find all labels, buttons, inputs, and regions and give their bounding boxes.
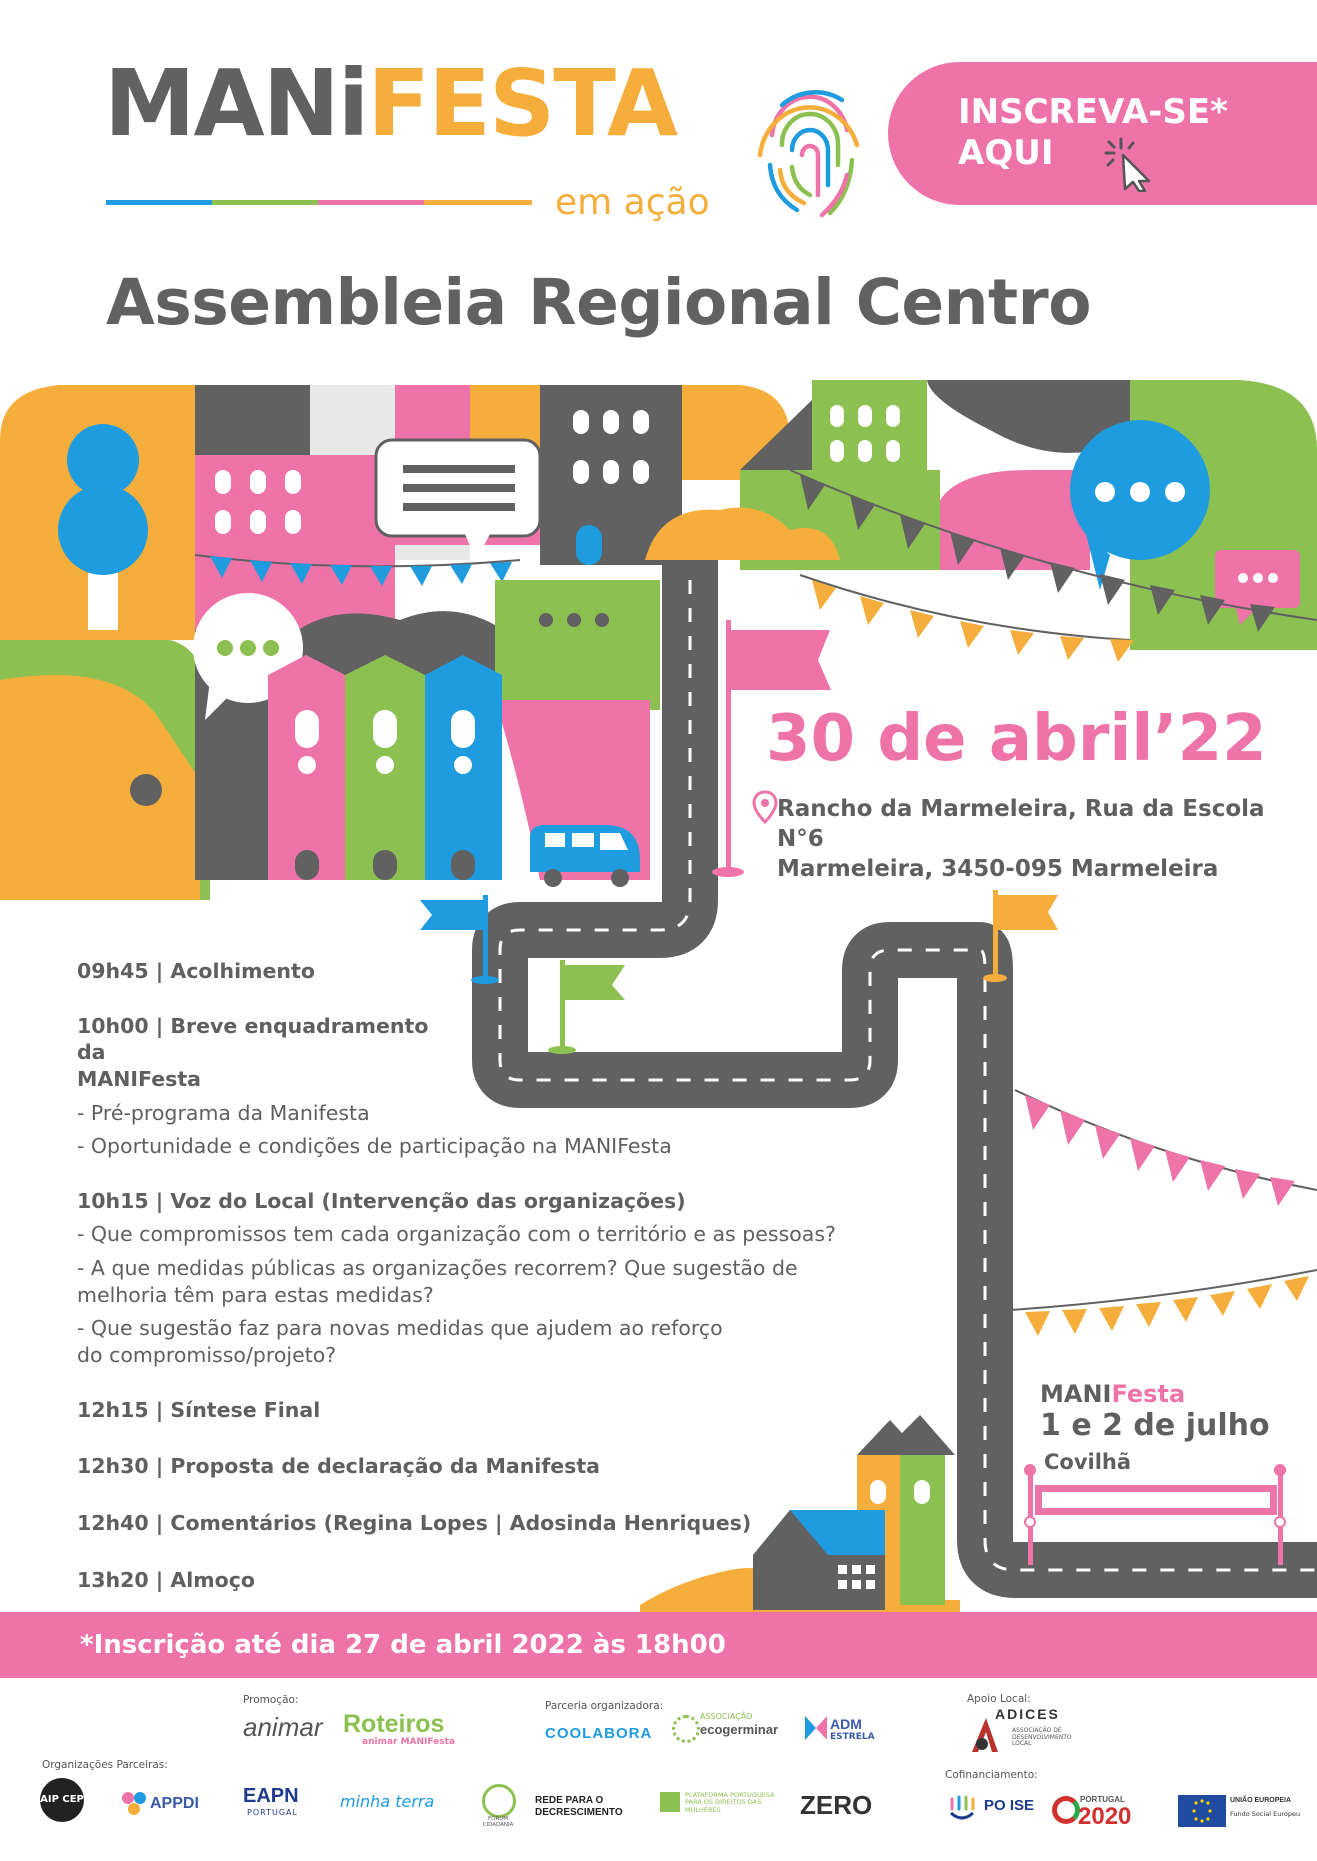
logo-color-line xyxy=(106,200,532,205)
agenda-item xyxy=(77,1453,887,1480)
flag-orange xyxy=(983,890,1058,982)
roteiros-logo: Roteiros xyxy=(343,1710,445,1738)
agenda-item-head: 12h40 | Comentários (Regina Lopes | Adosinda Henriques) xyxy=(77,1510,752,1535)
agenda-item xyxy=(77,1510,887,1537)
parceria-label: Parceria organizadora: xyxy=(545,1700,664,1712)
appdi-icon xyxy=(120,1790,148,1816)
eu-flag-icon xyxy=(1178,1795,1226,1827)
logo-wordmark xyxy=(104,50,677,157)
register-line-1: INSCREVA-SE* xyxy=(958,92,1228,132)
rede-line-2: DECRESCIMENTO xyxy=(535,1807,623,1818)
agenda-item xyxy=(77,958,887,985)
agenda-subitem: - Oportunidade e condições de participação na MANIFesta xyxy=(77,1134,672,1159)
promocao-label: Promoção: xyxy=(243,1694,299,1706)
head-eye xyxy=(130,774,162,806)
eu-sub: Fundo Social Europeu xyxy=(1230,1810,1301,1818)
agenda-item-head: 10h15 | Voz do Local (Intervenção das organizações) xyxy=(77,1188,686,1213)
location-pin-icon xyxy=(752,790,778,824)
logo-festa: FESTA xyxy=(367,50,677,157)
agenda-item-head: 10h00 | Breve enquadramento da MANIFesta xyxy=(77,1013,429,1091)
agenda-subitem: - Pré-programa da Manifesta xyxy=(77,1100,370,1125)
portugal2020-icon xyxy=(1052,1796,1080,1824)
roteiros-sub: animar MANIFesta xyxy=(362,1737,456,1747)
adices-icon xyxy=(968,1718,1008,1752)
manifesta-festa: Festa xyxy=(1111,1380,1186,1408)
registration-deadline: *Inscrição até dia 27 de abril 2022 às 18h00 xyxy=(80,1630,726,1660)
zero-logo: ZERO xyxy=(800,1790,873,1820)
poise-icon xyxy=(948,1795,976,1823)
plataforma-logo: PLATAFORMA PORTUGUESA PARA OS DIREITOS DAS MULHERES xyxy=(685,1791,775,1814)
eu-label: UNIÃO EUROPEIA xyxy=(1230,1797,1292,1804)
plataforma-icon xyxy=(660,1792,680,1812)
forum-logo: FÓRUM CIDADANIA xyxy=(482,1816,514,1828)
manifesta-dates: 1 e 2 de julho xyxy=(1040,1408,1270,1443)
manifesta-place: Covilhã xyxy=(1044,1450,1132,1474)
adices-sub: ASSOCIAÇÃO DE DESENVOLVIMENTO LOCAL xyxy=(1012,1727,1072,1748)
rede-line-1: REDE PARA O xyxy=(535,1795,604,1806)
register-button[interactable] xyxy=(888,62,1317,205)
ecogerminar-top: ASSOCIAÇÃO xyxy=(700,1712,753,1721)
poise-logo: PO ISE xyxy=(984,1797,1035,1814)
adices-logo: ADICES xyxy=(995,1706,1060,1722)
event-date: 30 de abril’22 xyxy=(766,702,1267,776)
agenda-item-head: 12h15 | Síntese Final xyxy=(77,1397,321,1422)
aipcep-logo: AIP CEP xyxy=(40,1778,84,1822)
agenda-item-head: 12h30 | Proposta de declaração da Manifesta xyxy=(77,1454,600,1479)
adm-sub: ESTRELA xyxy=(830,1732,875,1742)
logo-mani: MANi xyxy=(104,50,368,157)
portugal2020-logo: 2020 xyxy=(1078,1803,1132,1830)
agenda-item xyxy=(77,1567,887,1594)
agenda-subitem: - Que sugestão faz para novas medidas que ajudem ao reforço do compromisso/projeto? xyxy=(77,1316,723,1368)
coolabora-logo: COOLABORA xyxy=(545,1725,653,1742)
register-line-2: AQUI xyxy=(958,133,1054,174)
agenda-subitem: - Que compromissos tem cada organização com o território e as pessoas? xyxy=(77,1222,836,1247)
manifesta-label xyxy=(1040,1380,1185,1408)
eapn-logo: EAPN xyxy=(243,1785,299,1807)
organizacoes-label: Organizações Parceiras: xyxy=(42,1759,168,1771)
animar-logo: animar xyxy=(243,1712,323,1742)
agenda-subitem: - A que medidas públicas as organizações recorrem? Que sugestão de melhoria têm para estas medidas? xyxy=(77,1256,798,1307)
event-address xyxy=(777,795,1317,885)
manifesta-mani: MANI xyxy=(1040,1380,1112,1408)
adm-icon xyxy=(805,1716,827,1740)
cofinanciamento-label: Cofinanciamento: xyxy=(945,1769,1038,1781)
minhaterra-logo: minha terra xyxy=(340,1792,435,1811)
agenda-item xyxy=(77,1397,887,1424)
fingerprint-icon xyxy=(752,75,867,220)
ecogerminar-logo: ecogerminar xyxy=(700,1722,779,1737)
page-title: Assembleia Regional Centro xyxy=(106,266,1091,339)
address-line-2: Marmeleira, 3450-095 Marmeleira xyxy=(777,855,1219,882)
agenda xyxy=(77,958,887,1621)
cursor-click-icon xyxy=(1103,137,1158,192)
agenda-item xyxy=(77,1188,887,1369)
agenda-item-head: 09h45 | Acolhimento xyxy=(77,959,315,983)
agenda-item-head: 13h20 | Almoço xyxy=(77,1567,255,1592)
adm-logo: ADM xyxy=(830,1716,862,1732)
apoio-label: Apoio Local: xyxy=(967,1693,1031,1705)
appdi-logo: APPDI xyxy=(150,1795,199,1812)
logo-subtitle: em ação xyxy=(555,182,710,223)
ecogerminar-icon xyxy=(672,1715,700,1743)
forum-icon xyxy=(482,1784,516,1818)
agenda-item xyxy=(77,1013,887,1160)
address-line-1: Rancho da Marmeleira, Rua da Escola N°6 xyxy=(777,796,1265,852)
portugal-label: PORTUGAL xyxy=(1080,1795,1125,1804)
register-button-label xyxy=(958,92,1228,175)
eapn-sub: PORTUGAL xyxy=(247,1808,298,1817)
colored-houses xyxy=(268,655,502,880)
